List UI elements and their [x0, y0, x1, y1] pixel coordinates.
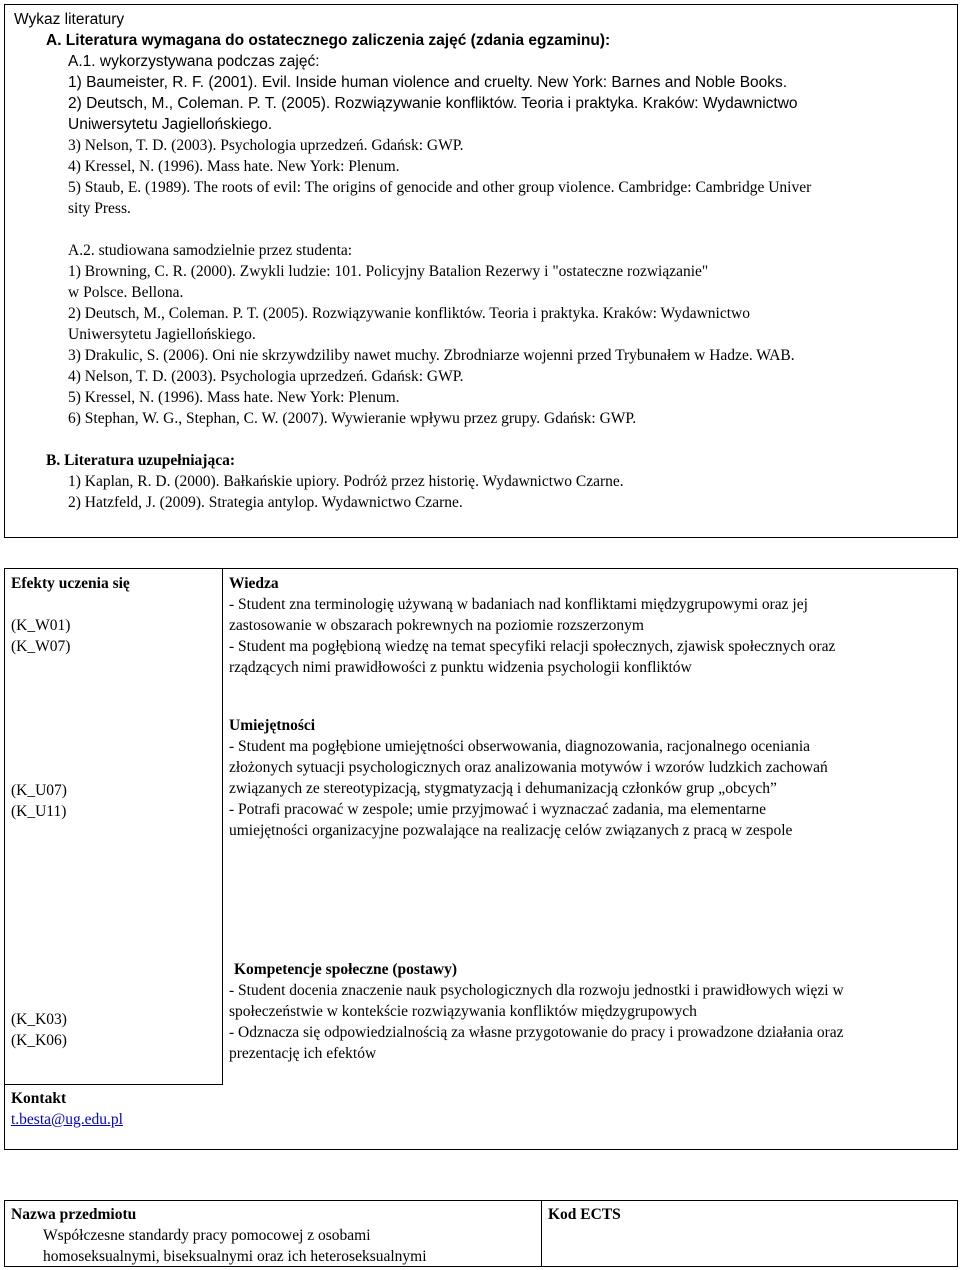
knowledge-line: - Student ma pogłębioną wiedzę na temat specyfiki relacji społecznych, zjawisk społecznych oraz [229, 638, 836, 655]
list-item: 2) Hatzfeld, J. (2009). Strategia antylop. Wydawnictwo Czarne. [68, 494, 463, 511]
list-item: 6) Stephan, W. G., Stephan, C. W. (2007). Wywieranie wpływu przez grupy. Gdańsk: GWP. [68, 410, 637, 427]
skills-code: (K_U11) [11, 803, 67, 820]
list-item: sity Press. [68, 200, 131, 217]
section-a-heading: A. Literatura wymagana do ostatecznego zaliczenia zajęć (zdania egzaminu): [46, 32, 611, 49]
skills-line: związanych ze stereotypizacją, stygmatyzacją i dehumanizacją członków grup „obcych” [229, 780, 777, 797]
skills-cell [229, 715, 954, 841]
a1-list-continued [14, 135, 957, 219]
knowledge-line: zastosowanie w obszarach pokrewnych na poziomie rozszerzonym [229, 617, 644, 634]
skills-line: - Student ma pogłębione umiejętności obserwowania, diagnozowania, racjonalnego oceniania [229, 738, 811, 755]
effects-label-cell [11, 573, 216, 657]
list-item: 5) Kressel, N. (1996). Mass hate. New York: Plenum. [68, 389, 400, 406]
skills-codes-cell [11, 780, 216, 822]
course-ects-divider [541, 1201, 542, 1266]
list-item: 1) Baumeister, R. F. (2001). Evil. Inside human violence and cruelty. New York: Barnes and Noble Books. [68, 74, 788, 91]
competences-title: Kompetencje społeczne (postawy) [234, 961, 457, 978]
list-item: 1) Browning, C. R. (2000). Zwykli ludzie: 101. Policyjny Batalion Rezerwy i "ostateczne rozwiązanie" [68, 263, 709, 280]
spacer [14, 429, 957, 450]
a1-title: A.1. wykorzystywana podczas zajęć: [68, 53, 320, 70]
skills-title: Umiejętności [229, 717, 316, 734]
competences-codes-cell [11, 1009, 216, 1051]
knowledge-line: rządzących nimi prawidłowości z punktu widzenia psychologii konfliktów [229, 659, 692, 676]
knowledge-code: (K_W07) [11, 638, 71, 655]
contact-cell [11, 1088, 216, 1130]
competences-line: - Student docenia znaczenie nauk psychologicznych dla rozwoju jednostki i prawidłowych więzi w [229, 982, 844, 999]
skills-line: umiejętności organizacyjne pozwalające na realizację celów związanych z pracą w zespole [229, 822, 793, 839]
competences-cell [229, 959, 954, 1064]
list-item: 4) Kressel, N. (1996). Mass hate. New York: Plenum. [68, 158, 400, 175]
list-item: 2) Deutsch, M., Coleman. P. T. (2005). Rozwiązywanie konfliktów. Teoria i praktyka. Kraków: Wydawnictwo [68, 305, 750, 322]
list-item: 4) Nelson, T. D. (2003). Psychologia uprzedzeń. Gdańsk: GWP. [68, 368, 464, 385]
list-item: 2) Deutsch, M., Coleman. P. T. (2005). Rozwiązywanie konfliktów. Teoria i praktyka. Kraków: Wydawnictwo [68, 95, 798, 112]
competences-code: (K_K06) [11, 1032, 67, 1049]
knowledge-code: (K_W01) [11, 617, 71, 634]
a1-list [14, 51, 957, 135]
ects-label: Kod ECTS [548, 1206, 621, 1223]
skills-code: (K_U07) [11, 782, 67, 799]
spacer [11, 594, 216, 615]
learning-outcomes-table [4, 568, 958, 1150]
competences-line: prezentację ich efektów [229, 1045, 377, 1062]
competences-code: (K_K03) [11, 1011, 67, 1028]
list-item: 1) Kaplan, R. D. (2000). Bałkańskie upiory. Podróż przez historię. Wydawnictwo Czarne. [68, 473, 624, 490]
course-info-table [4, 1200, 958, 1267]
a2-title: A.2. studiowana samodzielnie przez studenta: [68, 242, 353, 259]
skills-line: - Potrafi pracować w zespole; umie przyjmować i wyznaczać zadania, ma elementarne [229, 801, 767, 818]
list-item: 3) Drakulic, S. (2006). Oni nie skrzywdziliby nawet muchy. Zbrodniarze wojenni przed Trybunałem w Hadze. WAB. [68, 347, 795, 364]
list-item: 3) Nelson, T. D. (2003). Psychologia uprzedzeń. Gdańsk: GWP. [68, 137, 464, 154]
competences-line: - Odznacza się odpowiedzialnością za własne przygotowanie do pracy i prowadzone działania oraz [229, 1024, 844, 1041]
skills-line: złożonych sytuacji psychologicznych oraz analizowania motywów i wzorów ludzkich zachowań [229, 759, 828, 776]
literature-title: Wykaz literatury [14, 11, 125, 28]
section-b-heading: B. Literatura uzupełniająca: [46, 452, 235, 469]
list-item: w Polsce. Bellona. [68, 284, 184, 301]
ects-cell [548, 1204, 948, 1225]
course-name-line: homoseksualnymi, biseksualnymi oraz ich heteroseksualnymi [43, 1248, 427, 1265]
contact-email-link[interactable]: t.besta@ug.edu.pl [11, 1111, 123, 1128]
contact-label: Kontakt [11, 1090, 67, 1107]
knowledge-cell [229, 573, 954, 678]
a2-list [14, 240, 957, 429]
list-item: 5) Staub, E. (1989). The roots of evil: The origins of genocide and other group violence. Cambridge: Cambridge Univer [68, 179, 812, 196]
contact-divider [5, 1084, 223, 1085]
knowledge-title: Wiedza [229, 575, 279, 592]
spacer [14, 219, 957, 240]
competences-line: społeczeństwie w kontekście rozwiązywania konfliktów międzygrupowych [229, 1003, 697, 1020]
column-divider [222, 569, 223, 1084]
effects-label: Efekty uczenia się [11, 575, 130, 592]
list-item: Uniwersytetu Jagiellońskiego. [68, 116, 273, 133]
knowledge-line: - Student zna terminologię używaną w badaniach nad konfliktami międzygrupowymi oraz jej [229, 596, 808, 613]
course-name-label: Nazwa przedmiotu [11, 1206, 137, 1223]
list-item: Uniwersytetu Jagiellońskiego. [68, 326, 256, 343]
literature-section [4, 4, 958, 538]
course-name-line: Współczesne standardy pracy pomocowej z osobami [43, 1227, 371, 1244]
course-name-cell [11, 1204, 536, 1267]
